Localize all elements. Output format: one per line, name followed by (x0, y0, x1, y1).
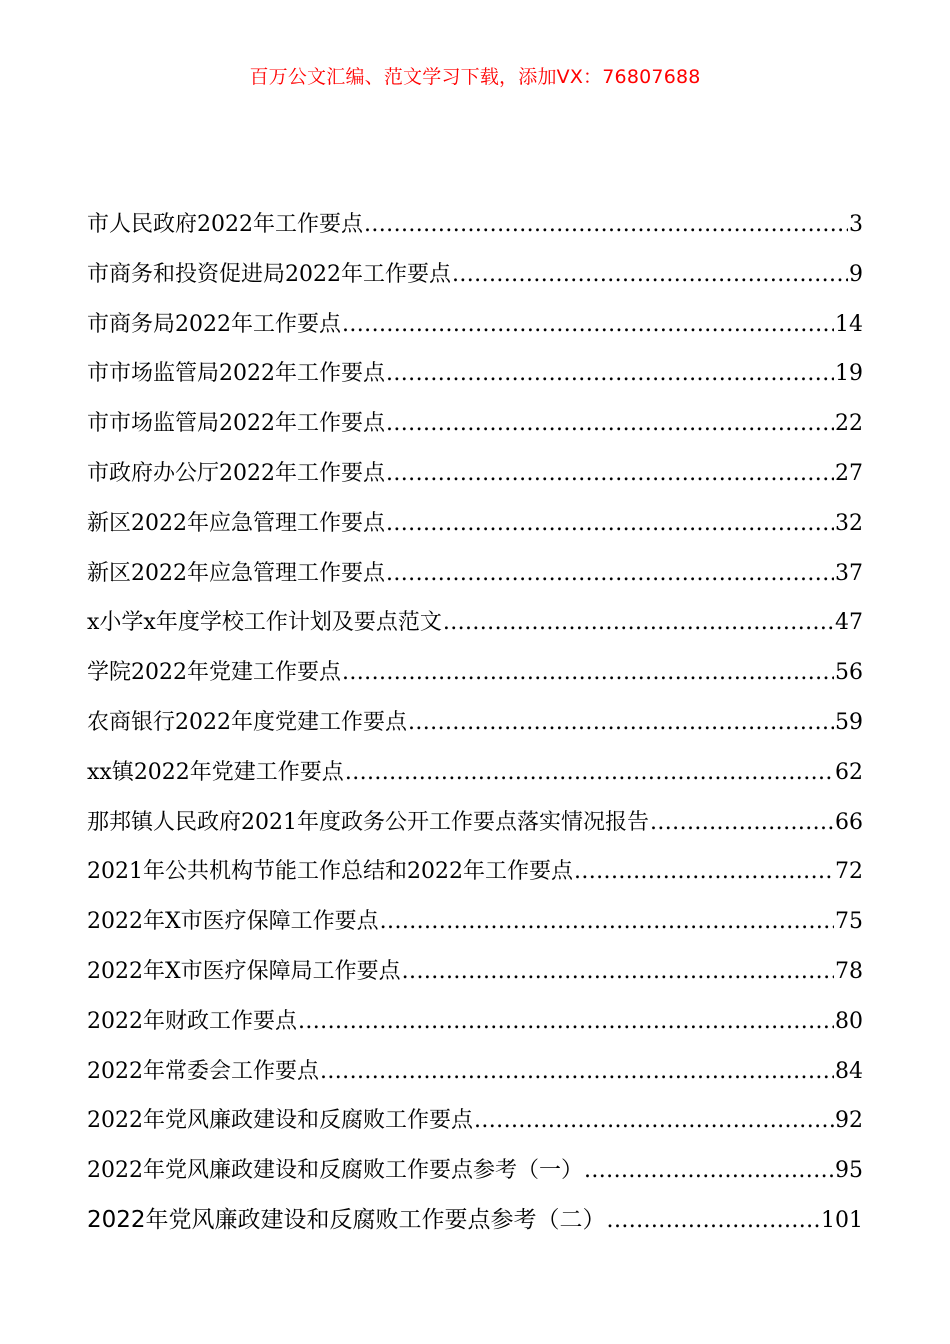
toc-entry-page: 62 (835, 759, 863, 785)
toc-entry-page: 14 (835, 311, 863, 337)
header-notice: 百万公文汇编、范文学习下载，添加VX：76807688 (249, 66, 701, 88)
toc-entry-page: 56 (835, 660, 863, 686)
toc-entry[interactable] (87, 847, 863, 897)
toc-entry[interactable] (87, 1096, 863, 1146)
toc-entry-page: 84 (835, 1058, 863, 1084)
toc-entry-title: 2022年X市医疗保障工作要点 (87, 909, 379, 935)
toc-entry-title: 2021年公共机构节能工作总结和2022年工作要点 (87, 859, 573, 885)
toc-dot-leader (474, 1096, 834, 1146)
toc-entry-title: xx镇2022年党建工作要点 (87, 759, 344, 785)
toc-entry-title: 学院2022年党建工作要点 (87, 660, 341, 686)
toc-entry-title: 市市场监管局2022年工作要点 (87, 411, 385, 437)
toc-dot-leader (386, 399, 834, 449)
toc-entry-page: 75 (835, 909, 863, 935)
toc-dot-leader (342, 300, 834, 350)
toc-dot-leader (380, 897, 834, 947)
toc-entry-title: 市人民政府2022年工作要点 (87, 212, 363, 237)
toc-entry-page: 72 (835, 859, 863, 885)
toc-dot-leader (402, 947, 834, 997)
toc-dot-leader (345, 748, 834, 798)
toc-entry-page: 22 (835, 411, 863, 437)
toc-entry-page: 59 (835, 709, 863, 735)
toc-entry[interactable] (87, 897, 863, 947)
toc-entry-title: 农商银行2022年度党建工作要点 (87, 709, 407, 735)
toc-entry-title: 市市场监管局2022年工作要点 (87, 361, 385, 387)
toc-entry[interactable] (87, 947, 863, 997)
toc-entry-page: 101 (821, 1207, 863, 1233)
toc-entry-title: 2022年党风廉政建设和反腐败工作要点参考（一） (87, 1158, 583, 1184)
toc-entry[interactable] (87, 997, 863, 1047)
toc-dot-leader (386, 449, 834, 499)
toc-dot-leader (584, 1146, 834, 1196)
table-of-contents (87, 200, 863, 1246)
toc-entry-page: 66 (835, 809, 863, 835)
toc-entry-page: 80 (835, 1008, 863, 1034)
toc-entry[interactable] (87, 1146, 863, 1196)
toc-entry-title: x小学x年度学校工作计划及要点范文 (87, 610, 442, 636)
toc-entry[interactable] (87, 399, 863, 449)
toc-entry-title: 新区2022年应急管理工作要点 (87, 560, 385, 586)
toc-dot-leader (452, 250, 848, 300)
toc-entry-title: 市商务局2022年工作要点 (87, 311, 341, 337)
toc-dot-leader (386, 349, 834, 399)
toc-entry-title: 市商务和投资促进局2022年工作要点 (87, 261, 451, 287)
toc-entry-page: 92 (835, 1108, 863, 1134)
toc-dot-leader (386, 549, 834, 599)
toc-dot-leader (298, 997, 834, 1047)
toc-entry-page: 47 (835, 610, 863, 636)
toc-entry[interactable] (87, 648, 863, 698)
toc-entry[interactable] (87, 748, 863, 798)
toc-entry[interactable] (87, 1047, 863, 1097)
toc-entry-page: 19 (835, 361, 863, 387)
toc-dot-leader (342, 648, 834, 698)
toc-entry[interactable] (87, 698, 863, 748)
toc-dot-leader (320, 1047, 834, 1097)
toc-entry[interactable] (87, 250, 863, 300)
toc-entry[interactable] (87, 598, 863, 648)
toc-entry-page: 37 (835, 560, 863, 586)
toc-entry[interactable] (87, 499, 863, 549)
toc-entry[interactable] (87, 300, 863, 350)
toc-dot-leader (574, 847, 834, 897)
toc-entry-title: 那邦镇人民政府2021年度政务公开工作要点落实情况报告 (87, 809, 649, 835)
toc-dot-leader (650, 798, 834, 848)
toc-entry-title: 2022年财政工作要点 (87, 1008, 297, 1034)
toc-entry[interactable] (87, 549, 863, 599)
toc-entry-title: 新区2022年应急管理工作要点 (87, 510, 385, 536)
toc-entry-title: 2022年X市医疗保障局工作要点 (87, 958, 401, 984)
toc-entry-title: 市政府办公厅2022年工作要点 (87, 460, 385, 486)
toc-dot-leader (443, 598, 834, 648)
toc-dot-leader (386, 499, 834, 549)
toc-dot-leader (364, 200, 848, 250)
toc-dot-leader (408, 698, 834, 748)
toc-entry-page: 95 (835, 1158, 863, 1184)
toc-entry-page: 3 (849, 212, 863, 237)
toc-dot-leader (607, 1196, 820, 1246)
toc-entry-page: 27 (835, 460, 863, 486)
toc-entry[interactable] (87, 200, 863, 250)
toc-entry-title: 2022年党风廉政建设和反腐败工作要点 (87, 1108, 473, 1134)
toc-entry[interactable] (87, 449, 863, 499)
toc-entry[interactable] (87, 349, 863, 399)
toc-entry-page: 9 (849, 261, 863, 287)
toc-entry-title: 2022年党风廉政建设和反腐败工作要点参考（二） (87, 1206, 606, 1233)
toc-entry-page: 78 (835, 958, 863, 984)
toc-entry-page: 32 (835, 510, 863, 536)
toc-entry[interactable] (87, 798, 863, 848)
toc-entry-title: 2022年常委会工作要点 (87, 1058, 319, 1084)
toc-entry[interactable] (87, 1196, 863, 1246)
